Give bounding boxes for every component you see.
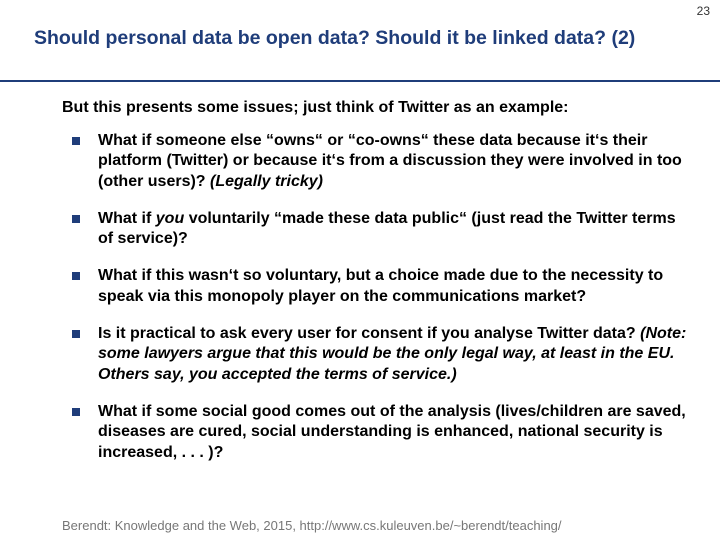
bullet-text: What if this wasn‘t so voluntary, but a choice made due to the necessity to speak via this monopoly player on the communications market? (98, 267, 664, 305)
bullet-text: Is it practical to ask every user for consent if you analyse Twitter data? (98, 325, 636, 343)
bullet-italic-word: you (155, 209, 185, 227)
bullet-item-voluntary (72, 209, 692, 250)
bullet-item-ownership (72, 131, 692, 192)
bullet-italic-note: (Note: some lawyers argue that this would be the only legal way, at least in the EU. Others say, you accepted the terms of service.) (98, 325, 687, 383)
bullet-italic-note: (Legally tricky) (210, 172, 323, 190)
title-divider (0, 80, 720, 82)
bullet-item-consent (72, 324, 692, 385)
footer-citation: Berendt: Knowledge and the Web, 2015, http://www.cs.kuleuven.be/~berendt/teaching/ (62, 518, 562, 533)
square-bullet-icon (72, 408, 80, 416)
intro-text: But this presents some issues; just think of Twitter as an example: (62, 99, 569, 116)
bullet-item-monopoly (72, 266, 692, 307)
page-number: 23 (696, 4, 710, 18)
slide-title: Should personal data be open data? Should it be linked data? (2) (34, 27, 636, 49)
bullet-text: What if some social good comes out of the analysis (lives/children are saved, diseases are cured, social understanding is enhanced, national security is increased, . . . )? (98, 402, 686, 461)
bullet-list (72, 131, 692, 480)
bullet-text-post: voluntarily “made these data public“ (just read the Twitter terms of service)? (98, 209, 676, 248)
bullet-text: What if someone else “owns“ or “co-owns“ these data because it‘s their platform (Twitter) or because it‘s from a discussion they were involved in too (other users)? (98, 132, 682, 190)
square-bullet-icon (72, 137, 80, 145)
square-bullet-icon (72, 215, 80, 223)
bullet-item-social-good (72, 402, 692, 463)
square-bullet-icon (72, 330, 80, 338)
square-bullet-icon (72, 272, 80, 280)
bullet-text-pre: What if (98, 209, 152, 227)
